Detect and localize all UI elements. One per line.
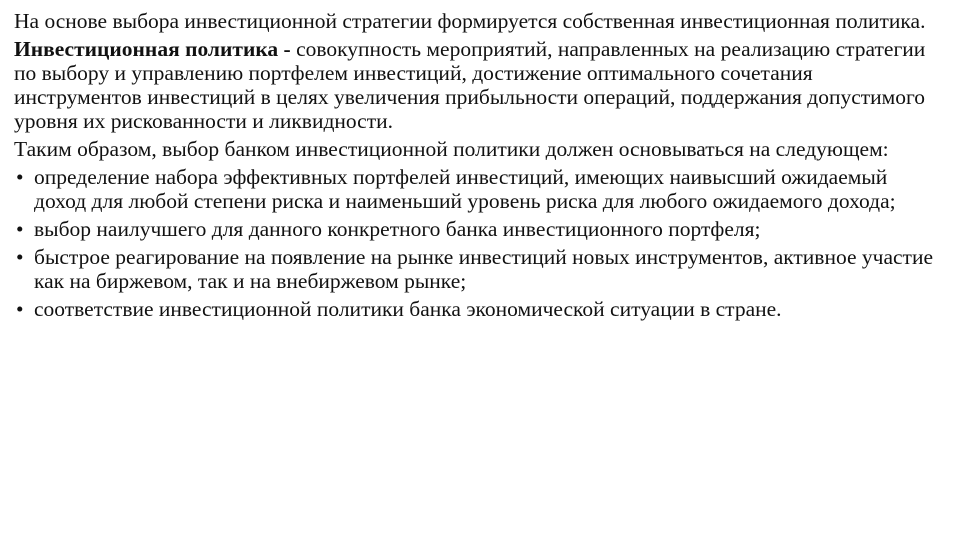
list-item-text: соответствие инвестиционной политики банка экономической ситуации в стране. <box>34 297 782 321</box>
list-item-text: определение набора эффективных портфелей инвестиций, имеющих наивысший ожидаемый доход для любой степени риска и наименьший уровень риска для любого ожидаемого дохода; <box>34 165 896 213</box>
list-item <box>14 245 940 293</box>
intro-paragraph: На основе выбора инвестиционной стратегии формируется собственная инвестиционная политика. <box>14 9 926 33</box>
definition-text: совокупность мероприятий, направленных на реализацию стратегии по выбору и управлению портфелем инвестиций, достижение оптимального сочетания инструментов инвестиций в целях увеличения прибыльности операций, поддержания допустимого уровня их рискованности и ликвидности. <box>14 37 926 133</box>
list-item <box>14 297 940 321</box>
bullet-icon: • <box>16 165 24 189</box>
definition-paragraph <box>14 37 940 133</box>
conclusion-paragraph: Таким образом, выбор банком инвестиционной политики должен основываться на следующем: <box>14 137 889 161</box>
list-item <box>14 165 940 213</box>
bullet-icon: • <box>16 297 24 321</box>
list-item-text: быстрое реагирование на появление на рынке инвестиций новых инструментов, активное участие как на биржевом, так и на внебиржевом рынке; <box>34 245 933 293</box>
list-item-text: выбор наилучшего для данного конкретного банка инвестиционного портфеля; <box>34 217 761 241</box>
list-item <box>14 217 940 241</box>
bullet-icon: • <box>16 245 24 269</box>
bullet-list <box>14 165 940 321</box>
bullet-icon: • <box>16 217 24 241</box>
definition-term: Инвестиционная политика - <box>14 37 291 61</box>
